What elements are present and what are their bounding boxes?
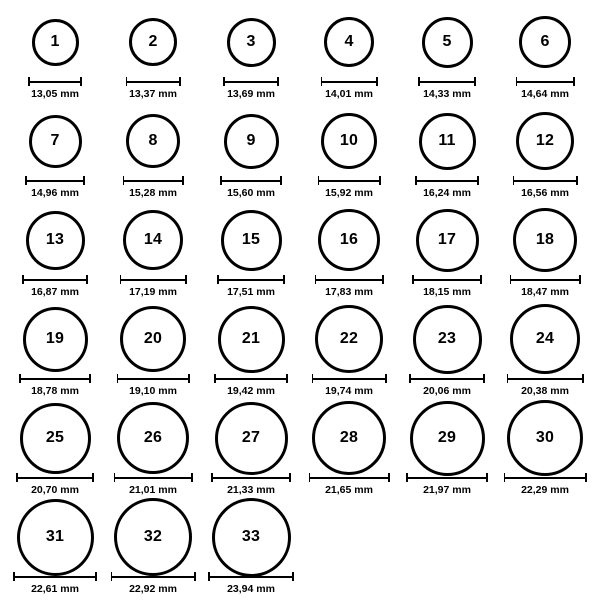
diameter-measure-bar bbox=[19, 374, 91, 383]
ring-circle-wrap bbox=[422, 8, 473, 76]
diameter-measure-bar bbox=[507, 374, 584, 383]
diameter-label: 18,47 mm bbox=[521, 286, 569, 298]
ring-size-cell[interactable] bbox=[202, 206, 300, 305]
diameter-label: 14,96 mm bbox=[31, 187, 79, 199]
ring-size-cell[interactable] bbox=[398, 404, 496, 503]
measure-cap-left bbox=[507, 374, 509, 383]
diameter-label: 17,51 mm bbox=[227, 286, 275, 298]
ring-size-cell[interactable] bbox=[202, 305, 300, 404]
ring-circle-wrap bbox=[120, 305, 186, 373]
ring-circle[interactable] bbox=[129, 18, 177, 66]
ring-circle[interactable] bbox=[212, 498, 291, 577]
ring-size-number: 26 bbox=[143, 429, 163, 446]
ring-circle[interactable] bbox=[510, 304, 580, 374]
measure-line bbox=[513, 180, 578, 182]
ring-circle-wrap bbox=[507, 404, 583, 472]
ring-circle[interactable] bbox=[114, 498, 192, 576]
ring-circle-wrap bbox=[321, 107, 377, 175]
measure-line bbox=[28, 81, 82, 83]
diameter-label: 19,10 mm bbox=[129, 385, 177, 397]
diameter-measure-bar bbox=[126, 77, 181, 86]
ring-size-cell[interactable] bbox=[104, 107, 202, 206]
diameter-measure-bar bbox=[16, 473, 94, 482]
ring-circle[interactable] bbox=[416, 209, 479, 272]
ring-size-number: 11 bbox=[438, 132, 456, 149]
ring-circle-wrap bbox=[419, 107, 476, 175]
measure-cap-right bbox=[573, 77, 575, 86]
measure-cap-left bbox=[13, 572, 15, 581]
ring-size-number: 19 bbox=[45, 330, 65, 347]
ring-circle-wrap bbox=[23, 305, 88, 373]
measure-cap-right bbox=[480, 275, 482, 284]
diameter-measure-bar bbox=[504, 473, 587, 482]
measure-line bbox=[114, 477, 193, 479]
measure-cap-left bbox=[16, 473, 18, 482]
diameter-measure-bar bbox=[321, 77, 378, 86]
ring-circle-wrap bbox=[218, 305, 285, 373]
ring-size-number: 28 bbox=[339, 429, 359, 446]
ring-circle[interactable] bbox=[422, 17, 473, 68]
diameter-label: 18,78 mm bbox=[31, 385, 79, 397]
ring-size-number: 27 bbox=[241, 429, 261, 446]
measure-cap-left bbox=[415, 176, 417, 185]
measure-line bbox=[223, 81, 279, 83]
ring-circle[interactable] bbox=[221, 210, 282, 271]
diameter-measure-bar bbox=[318, 176, 381, 185]
diameter-label: 16,87 mm bbox=[31, 286, 79, 298]
measure-cap-right bbox=[286, 374, 288, 383]
ring-size-cell[interactable] bbox=[104, 206, 202, 305]
measure-cap-left bbox=[418, 77, 420, 86]
diameter-label: 20,70 mm bbox=[31, 484, 79, 496]
diameter-measure-bar bbox=[28, 77, 82, 86]
measure-line bbox=[418, 81, 476, 83]
diameter-label: 16,24 mm bbox=[423, 187, 471, 199]
ring-size-cell[interactable] bbox=[6, 305, 104, 404]
ring-circle[interactable] bbox=[218, 306, 285, 373]
diameter-label: 16,56 mm bbox=[521, 187, 569, 199]
ring-size-cell[interactable] bbox=[398, 107, 496, 206]
measure-cap-left bbox=[315, 275, 317, 284]
ring-circle-wrap bbox=[227, 8, 276, 76]
diameter-measure-bar bbox=[312, 374, 387, 383]
measure-cap-left bbox=[318, 176, 320, 185]
ring-circle[interactable] bbox=[315, 305, 383, 373]
diameter-measure-bar bbox=[412, 275, 482, 284]
ring-circle-wrap bbox=[516, 107, 574, 175]
diameter-measure-bar bbox=[315, 275, 384, 284]
ring-size-cell[interactable] bbox=[202, 404, 300, 503]
diameter-measure-bar bbox=[406, 473, 488, 482]
ring-size-cell[interactable] bbox=[104, 8, 202, 107]
measure-cap-left bbox=[28, 77, 30, 86]
measure-cap-left bbox=[126, 77, 128, 86]
ring-circle-wrap bbox=[117, 404, 189, 472]
ring-size-number: 30 bbox=[535, 429, 555, 446]
measure-line bbox=[117, 378, 190, 380]
ring-circle[interactable] bbox=[215, 402, 288, 475]
ring-size-number: 33 bbox=[241, 528, 261, 545]
ring-circle[interactable] bbox=[410, 401, 485, 476]
ring-size-number: 31 bbox=[45, 528, 65, 545]
ring-circle[interactable] bbox=[227, 18, 276, 67]
measure-cap-right bbox=[92, 473, 94, 482]
ring-circle-wrap bbox=[32, 8, 79, 76]
ring-circle[interactable] bbox=[413, 305, 482, 374]
measure-cap-left bbox=[321, 77, 323, 86]
measure-cap-right bbox=[277, 77, 279, 86]
diameter-label: 13,05 mm bbox=[31, 88, 79, 100]
measure-line bbox=[217, 279, 285, 281]
diameter-label: 13,69 mm bbox=[227, 88, 275, 100]
diameter-label: 23,94 mm bbox=[227, 583, 275, 595]
diameter-label: 15,92 mm bbox=[325, 187, 373, 199]
ring-circle-wrap bbox=[123, 206, 183, 274]
ring-circle[interactable] bbox=[318, 209, 380, 271]
ring-circle[interactable] bbox=[312, 401, 386, 475]
ring-circle[interactable] bbox=[516, 112, 574, 170]
ring-size-number: 24 bbox=[535, 330, 555, 347]
measure-line bbox=[321, 81, 378, 83]
ring-size-cell[interactable] bbox=[496, 404, 594, 503]
ring-size-number: 15 bbox=[241, 231, 261, 248]
ring-size-number: 14 bbox=[143, 231, 163, 248]
measure-cap-left bbox=[513, 176, 515, 185]
diameter-measure-bar bbox=[25, 176, 85, 185]
ring-size-cell[interactable] bbox=[6, 8, 104, 107]
diameter-label: 15,60 mm bbox=[227, 187, 275, 199]
ring-size-cell[interactable] bbox=[6, 503, 104, 602]
measure-cap-right bbox=[95, 572, 97, 581]
measure-cap-right bbox=[379, 176, 381, 185]
diameter-label: 13,37 mm bbox=[129, 88, 177, 100]
diameter-label: 14,64 mm bbox=[521, 88, 569, 100]
measure-cap-right bbox=[194, 572, 196, 581]
measure-cap-left bbox=[504, 473, 506, 482]
ring-size-number: 16 bbox=[339, 231, 359, 248]
diameter-measure-bar bbox=[214, 374, 288, 383]
ring-size-cell[interactable] bbox=[202, 8, 300, 107]
measure-line bbox=[312, 378, 387, 380]
ring-circle-wrap bbox=[416, 206, 479, 274]
diameter-label: 19,42 mm bbox=[227, 385, 275, 397]
measure-line bbox=[510, 279, 581, 281]
diameter-label: 21,65 mm bbox=[325, 484, 373, 496]
ring-circle-wrap bbox=[413, 305, 482, 373]
ring-circle[interactable] bbox=[513, 208, 577, 272]
ring-circle[interactable] bbox=[23, 307, 88, 372]
ring-size-number: 32 bbox=[143, 528, 163, 545]
ring-size-cell[interactable] bbox=[300, 107, 398, 206]
measure-cap-left bbox=[510, 275, 512, 284]
measure-line bbox=[315, 279, 384, 281]
measure-line bbox=[111, 576, 196, 578]
ring-size-number: 10 bbox=[339, 132, 359, 149]
measure-cap-right bbox=[289, 473, 291, 482]
ring-size-number: 3 bbox=[246, 33, 256, 50]
measure-cap-right bbox=[585, 473, 587, 482]
measure-cap-right bbox=[486, 473, 488, 482]
ring-circle[interactable] bbox=[17, 499, 94, 576]
measure-cap-left bbox=[22, 275, 24, 284]
measure-cap-right bbox=[382, 275, 384, 284]
measure-cap-right bbox=[179, 77, 181, 86]
measure-cap-left bbox=[406, 473, 408, 482]
diameter-measure-bar bbox=[510, 275, 581, 284]
measure-line bbox=[25, 180, 85, 182]
diameter-label: 22,92 mm bbox=[129, 583, 177, 595]
ring-size-number: 1 bbox=[50, 33, 60, 50]
measure-line bbox=[409, 378, 485, 380]
ring-size-cell[interactable] bbox=[6, 206, 104, 305]
ring-size-number: 23 bbox=[437, 330, 457, 347]
ring-circle[interactable] bbox=[123, 210, 183, 270]
measure-cap-right bbox=[388, 473, 390, 482]
ring-circle[interactable] bbox=[32, 19, 79, 66]
diameter-label: 19,74 mm bbox=[325, 385, 373, 397]
diameter-measure-bar bbox=[409, 374, 485, 383]
ring-size-number: 22 bbox=[339, 330, 359, 347]
ring-size-cell[interactable] bbox=[300, 206, 398, 305]
diameter-measure-bar bbox=[120, 275, 187, 284]
ring-size-cell[interactable] bbox=[496, 107, 594, 206]
ring-size-number: 12 bbox=[535, 132, 555, 149]
ring-size-number: 6 bbox=[540, 33, 550, 50]
ring-size-cell[interactable] bbox=[104, 305, 202, 404]
measure-cap-right bbox=[292, 572, 294, 581]
ring-circle-wrap bbox=[215, 404, 288, 472]
measure-cap-right bbox=[188, 374, 190, 383]
measure-cap-left bbox=[309, 473, 311, 482]
ring-circle[interactable] bbox=[507, 400, 583, 476]
ring-size-cell[interactable] bbox=[202, 107, 300, 206]
measure-cap-right bbox=[283, 275, 285, 284]
ring-size-number: 18 bbox=[535, 231, 555, 248]
ring-circle[interactable] bbox=[120, 306, 186, 372]
ring-circle[interactable] bbox=[20, 403, 91, 474]
ring-size-cell[interactable] bbox=[104, 503, 202, 602]
ring-size-number: 2 bbox=[148, 33, 158, 50]
diameter-label: 15,28 mm bbox=[129, 187, 177, 199]
measure-line bbox=[504, 477, 587, 479]
ring-circle-wrap bbox=[17, 503, 94, 571]
ring-size-cell[interactable] bbox=[300, 404, 398, 503]
diameter-measure-bar bbox=[211, 473, 291, 482]
measure-cap-right bbox=[182, 176, 184, 185]
diameter-label: 20,06 mm bbox=[423, 385, 471, 397]
measure-line bbox=[19, 378, 91, 380]
ring-size-number: 29 bbox=[437, 429, 457, 446]
ring-size-number: 13 bbox=[45, 231, 65, 248]
measure-line bbox=[516, 81, 575, 83]
ring-circle[interactable] bbox=[419, 113, 476, 170]
ring-size-cell[interactable] bbox=[496, 8, 594, 107]
ring-size-number: 9 bbox=[246, 132, 256, 149]
measure-line bbox=[309, 477, 390, 479]
measure-cap-left bbox=[25, 176, 27, 185]
ring-circle-wrap bbox=[410, 404, 485, 472]
ring-circle-wrap bbox=[318, 206, 380, 274]
ring-size-number: 4 bbox=[344, 33, 354, 50]
ring-circle-wrap bbox=[513, 206, 577, 274]
diameter-label: 22,61 mm bbox=[31, 583, 79, 595]
measure-cap-left bbox=[19, 374, 21, 383]
measure-cap-left bbox=[223, 77, 225, 86]
measure-line bbox=[208, 576, 294, 578]
measure-line bbox=[211, 477, 291, 479]
ring-circle-wrap bbox=[224, 107, 279, 175]
diameter-measure-bar bbox=[516, 77, 575, 86]
measure-line bbox=[120, 279, 187, 281]
ring-circle-wrap bbox=[519, 8, 571, 76]
ring-circle[interactable] bbox=[117, 402, 189, 474]
ring-circle-wrap bbox=[26, 206, 85, 274]
measure-cap-right bbox=[280, 176, 282, 185]
measure-cap-right bbox=[191, 473, 193, 482]
measure-cap-right bbox=[185, 275, 187, 284]
ring-circle[interactable] bbox=[126, 114, 180, 168]
diameter-measure-bar bbox=[217, 275, 285, 284]
ring-circle-wrap bbox=[315, 305, 383, 373]
ring-circle-wrap bbox=[312, 404, 386, 472]
ring-circle-wrap bbox=[221, 206, 282, 274]
ring-circle-wrap bbox=[129, 8, 177, 76]
ring-size-number: 20 bbox=[143, 330, 163, 347]
diameter-measure-bar bbox=[309, 473, 390, 482]
diameter-measure-bar bbox=[117, 374, 190, 383]
measure-cap-left bbox=[208, 572, 210, 581]
measure-cap-left bbox=[217, 275, 219, 284]
measure-line bbox=[406, 477, 488, 479]
diameter-measure-bar bbox=[13, 572, 97, 581]
measure-cap-right bbox=[579, 275, 581, 284]
diameter-label: 17,83 mm bbox=[325, 286, 373, 298]
diameter-label: 21,01 mm bbox=[129, 484, 177, 496]
ring-circle[interactable] bbox=[321, 113, 377, 169]
ring-size-cell[interactable] bbox=[398, 305, 496, 404]
ring-size-cell[interactable] bbox=[496, 305, 594, 404]
ring-size-cell[interactable] bbox=[398, 206, 496, 305]
measure-cap-left bbox=[123, 176, 125, 185]
ring-circle-wrap bbox=[114, 503, 192, 571]
measure-cap-left bbox=[114, 473, 116, 482]
ring-size-cell[interactable] bbox=[300, 8, 398, 107]
measure-cap-left bbox=[211, 473, 213, 482]
ring-circle-wrap bbox=[29, 107, 82, 175]
measure-line bbox=[220, 180, 282, 182]
diameter-label: 18,15 mm bbox=[423, 286, 471, 298]
ring-size-number: 7 bbox=[50, 132, 60, 149]
ring-circle[interactable] bbox=[224, 114, 279, 169]
measure-line bbox=[318, 180, 381, 182]
ring-size-number: 21 bbox=[241, 330, 261, 347]
diameter-measure-bar bbox=[220, 176, 282, 185]
measure-cap-left bbox=[214, 374, 216, 383]
measure-cap-left bbox=[111, 572, 113, 581]
ring-size-cell[interactable] bbox=[6, 107, 104, 206]
ring-size-cell[interactable] bbox=[496, 206, 594, 305]
ring-circle[interactable] bbox=[26, 211, 85, 270]
diameter-measure-bar bbox=[208, 572, 294, 581]
measure-line bbox=[507, 378, 584, 380]
measure-line bbox=[16, 477, 94, 479]
measure-cap-left bbox=[412, 275, 414, 284]
diameter-measure-bar bbox=[415, 176, 479, 185]
diameter-measure-bar bbox=[418, 77, 476, 86]
ring-size-number: 5 bbox=[442, 33, 452, 50]
measure-cap-right bbox=[376, 77, 378, 86]
ring-size-number: 17 bbox=[437, 231, 457, 248]
ring-size-cell[interactable] bbox=[104, 404, 202, 503]
diameter-label: 14,33 mm bbox=[423, 88, 471, 100]
measure-cap-left bbox=[117, 374, 119, 383]
measure-cap-left bbox=[220, 176, 222, 185]
measure-line bbox=[13, 576, 97, 578]
diameter-measure-bar bbox=[111, 572, 196, 581]
ring-circle[interactable] bbox=[324, 17, 374, 67]
measure-line bbox=[415, 180, 479, 182]
measure-cap-left bbox=[409, 374, 411, 383]
diameter-measure-bar bbox=[223, 77, 279, 86]
measure-cap-right bbox=[83, 176, 85, 185]
ring-size-cell[interactable] bbox=[6, 404, 104, 503]
diameter-measure-bar bbox=[22, 275, 88, 284]
diameter-measure-bar bbox=[513, 176, 578, 185]
ring-circle-wrap bbox=[324, 8, 374, 76]
measure-cap-left bbox=[120, 275, 122, 284]
diameter-label: 21,33 mm bbox=[227, 484, 275, 496]
measure-cap-right bbox=[89, 374, 91, 383]
diameter-label: 21,97 mm bbox=[423, 484, 471, 496]
ring-size-grid bbox=[6, 8, 594, 602]
ring-circle-wrap bbox=[20, 404, 91, 472]
measure-cap-right bbox=[582, 374, 584, 383]
ring-circle-wrap bbox=[212, 503, 291, 571]
ring-circle[interactable] bbox=[29, 115, 82, 168]
diameter-label: 17,19 mm bbox=[129, 286, 177, 298]
measure-line bbox=[412, 279, 482, 281]
ring-circle-wrap bbox=[510, 305, 580, 373]
measure-cap-right bbox=[86, 275, 88, 284]
measure-cap-right bbox=[576, 176, 578, 185]
measure-cap-right bbox=[385, 374, 387, 383]
ring-circle[interactable] bbox=[519, 16, 571, 68]
ring-size-cell[interactable] bbox=[398, 8, 496, 107]
measure-cap-left bbox=[312, 374, 314, 383]
ring-circle-wrap bbox=[126, 107, 180, 175]
diameter-label: 20,38 mm bbox=[521, 385, 569, 397]
diameter-measure-bar bbox=[114, 473, 193, 482]
diameter-label: 14,01 mm bbox=[325, 88, 373, 100]
measure-cap-right bbox=[80, 77, 82, 86]
measure-cap-right bbox=[477, 176, 479, 185]
measure-cap-left bbox=[516, 77, 518, 86]
ring-size-cell[interactable] bbox=[300, 305, 398, 404]
measure-line bbox=[22, 279, 88, 281]
diameter-measure-bar bbox=[123, 176, 184, 185]
measure-line bbox=[126, 81, 181, 83]
measure-line bbox=[123, 180, 184, 182]
ring-size-cell[interactable] bbox=[202, 503, 300, 602]
ring-size-number: 25 bbox=[45, 429, 65, 446]
measure-cap-right bbox=[474, 77, 476, 86]
measure-line bbox=[214, 378, 288, 380]
measure-cap-right bbox=[483, 374, 485, 383]
ring-size-number: 8 bbox=[148, 132, 158, 149]
diameter-label: 22,29 mm bbox=[521, 484, 569, 496]
